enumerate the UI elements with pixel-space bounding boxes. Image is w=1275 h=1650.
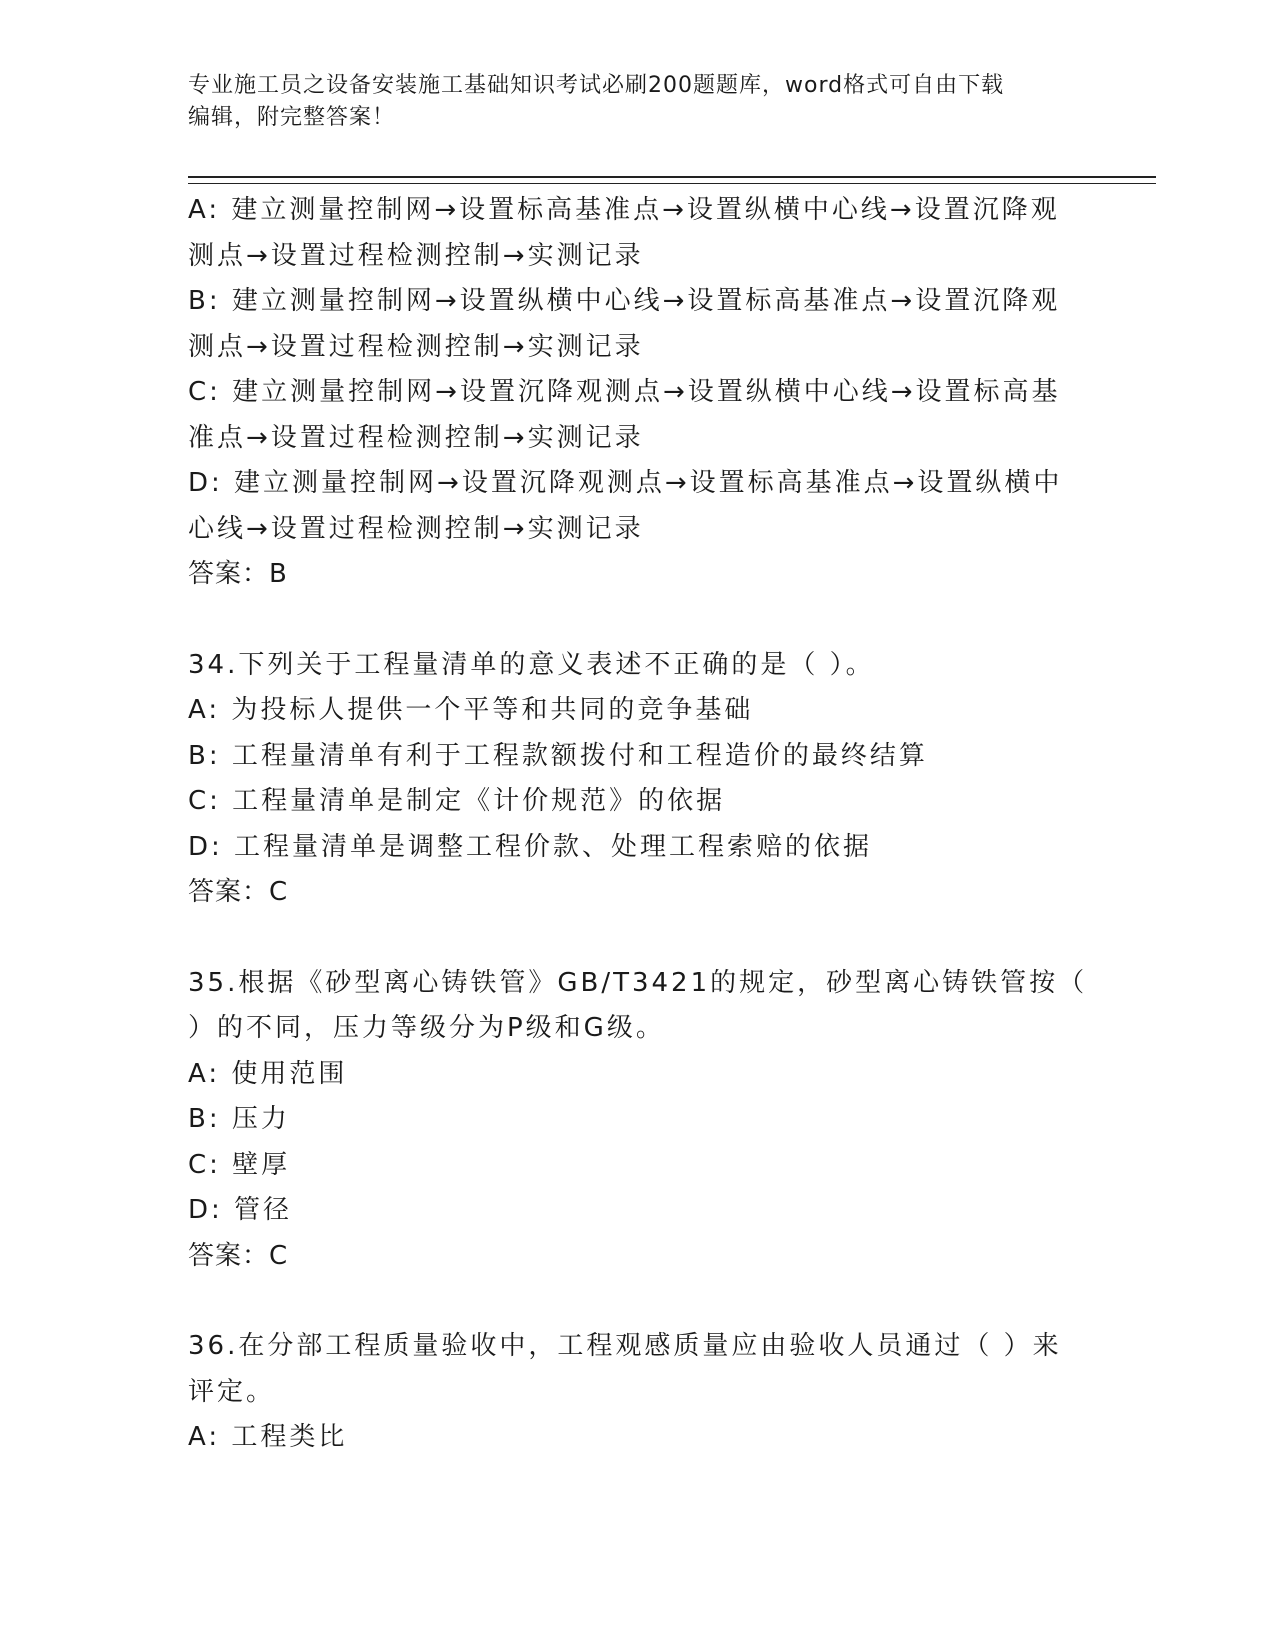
spacer: [188, 916, 1088, 961]
spacer: [188, 598, 1088, 643]
option-c: C: 工程量清单是制定《计价规范》的依据: [188, 786, 726, 816]
question-35-stem-line-1: 35.根据《砂型离心铸铁管》GB/T3421的规定，砂型离心铸铁管按（: [188, 967, 1088, 998]
option-a-line-2: 测点→设置过程检测控制→实测记录: [188, 240, 644, 271]
header-title-line-2: 编辑，附完整答案！: [188, 105, 396, 130]
question-35-stem-line-2: ）的不同，压力等级分为P级和G级。: [188, 1013, 665, 1043]
question-36-stem-line-2: 评定。: [188, 1376, 276, 1407]
question-33-options: [188, 188, 1088, 598]
header-title-line-1: 专业施工员之设备安装施工基础知识考试必刷200题题库，word格式可自由下载: [188, 73, 1005, 98]
option-b: B: 工程量清单有利于工程款额拨付和工程造价的最终结算: [188, 740, 928, 771]
question-36-stem-line-1: 36.在分部工程质量验收中，工程观感质量应由验收人员通过（ ）来: [188, 1331, 1062, 1361]
option-a: A: 为投标人提供一个平等和共同的竞争基础: [188, 695, 754, 725]
option-a: A: 工程类比: [188, 1422, 348, 1452]
option-c: C: 壁厚: [188, 1149, 291, 1180]
option-b: B: 压力: [188, 1104, 290, 1134]
option-d-line-1: D: 建立测量控制网→设置沉降观测点→设置标高基准点→设置纵横中: [188, 468, 1063, 498]
question-34: [188, 643, 1088, 916]
option-b-line-1: B: 建立测量控制网→设置纵横中心线→设置标高基准点→设置沉降观: [188, 286, 1061, 316]
document-body: [188, 188, 1088, 1461]
spacer: [188, 1279, 1088, 1324]
header-divider-thin: [188, 183, 1156, 184]
question-35: [188, 961, 1088, 1280]
answer-34: 答案：C: [188, 877, 289, 907]
header-divider-thick: [188, 176, 1156, 178]
option-d-line-2: 心线→设置过程检测控制→实测记录: [188, 513, 644, 544]
answer-33: 答案：B: [188, 559, 288, 589]
document-header: [188, 70, 1068, 134]
option-b-line-2: 测点→设置过程检测控制→实测记录: [188, 331, 644, 362]
option-c-line-1: C: 建立测量控制网→设置沉降观测点→设置纵横中心线→设置标高基: [188, 377, 1061, 407]
question-34-stem: 34.下列关于工程量清单的意义表述不正确的是（ ）。: [188, 649, 875, 680]
option-a-line-1: A: 建立测量控制网→设置标高基准点→设置纵横中心线→设置沉降观: [188, 195, 1060, 225]
option-d: D: 管径: [188, 1195, 293, 1225]
option-c-line-2: 准点→设置过程检测控制→实测记录: [188, 422, 644, 453]
answer-35: 答案：C: [188, 1240, 289, 1271]
question-36: [188, 1324, 1088, 1461]
option-d: D: 工程量清单是调整工程价款、处理工程索赔的依据: [188, 831, 873, 862]
option-a: A: 使用范围: [188, 1058, 348, 1089]
